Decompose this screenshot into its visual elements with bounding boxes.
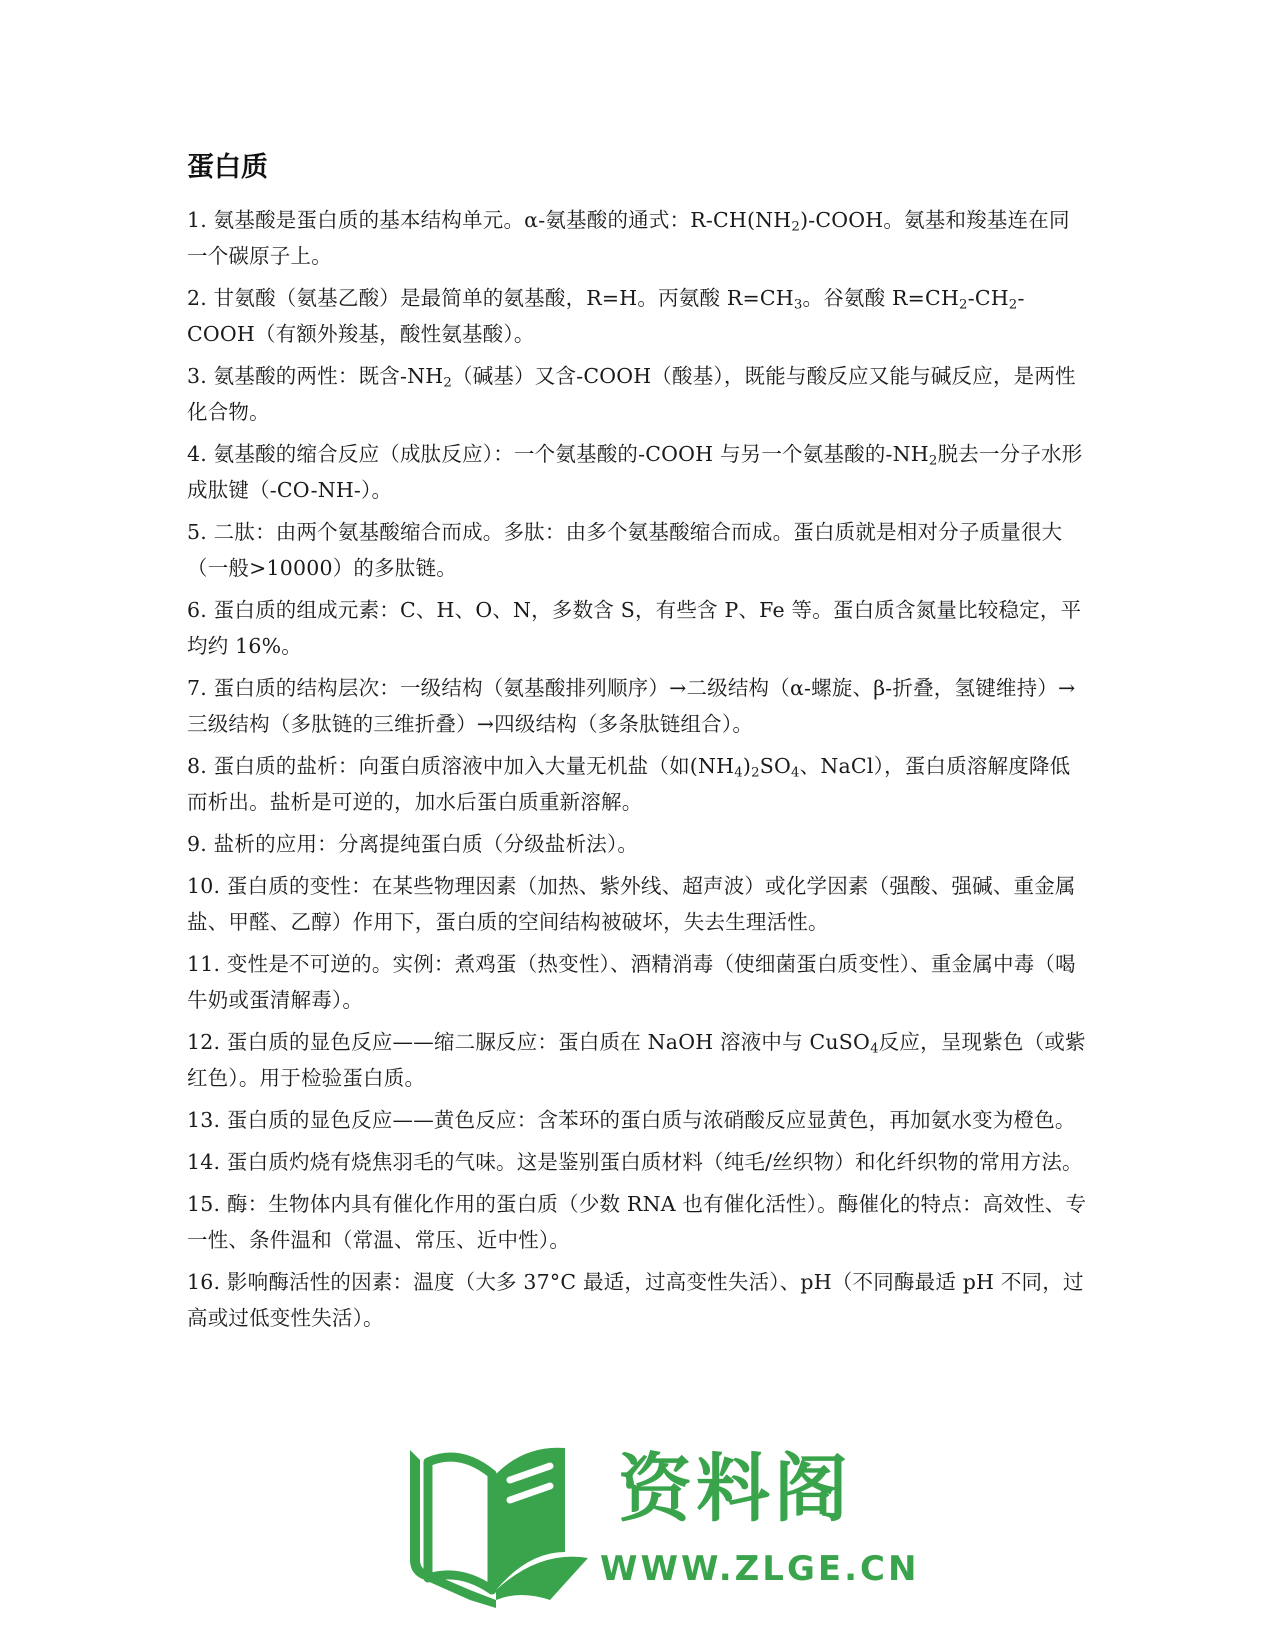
paragraph-text: 13. 蛋白质的显色反应——黄色反应：含苯环的蛋白质与浓硝酸反应显黄色，再加氨水变为橙色。: [187, 1108, 1076, 1132]
paragraph-text: （碱基）又含-COOH（酸基），既能与酸反应又能与碱反应，是两性化合物。: [187, 364, 1076, 424]
subscript: 3: [793, 297, 803, 313]
paragraph-3: [187, 358, 1087, 430]
paragraph-2: [187, 280, 1087, 352]
paragraph-text: 脱去一分子水形成肽键（-CO-NH-）。: [187, 442, 1083, 502]
subscript: 2: [1008, 297, 1018, 313]
paragraph-7: [187, 670, 1087, 742]
paragraph-text: 16. 影响酶活性的因素：温度（大多 37°C 最适，过高变性失活）、pH（不同酶最适 pH 不同，过高或过低变性失活）。: [187, 1270, 1084, 1330]
paragraph-text: 15. 酶：生物体内具有催化作用的蛋白质（少数 RNA 也有催化活性）。酶催化的特点：高效性、专一性、条件温和（常温、常压、近中性）。: [187, 1192, 1087, 1252]
paragraph-text: 12. 蛋白质的显色反应——缩二脲反应：蛋白质在 NaOH 溶液中与 CuSO: [187, 1030, 871, 1054]
paragraph-15: [187, 1186, 1087, 1258]
paragraph-text: 9. 盐析的应用：分离提纯蛋白质（分级盐析法）。: [187, 832, 639, 856]
paragraph-8: [187, 748, 1087, 820]
paragraph-14: [187, 1144, 1087, 1180]
subscript: 2: [928, 453, 938, 469]
paragraph-13: [187, 1102, 1087, 1138]
paragraph-text: -COOH（有额外羧基，酸性氨基酸）。: [187, 286, 1025, 346]
subscript: 4: [870, 1041, 879, 1057]
watermark: [400, 1440, 920, 1610]
paragraph-4: [187, 436, 1087, 508]
paragraph-text: SO: [759, 754, 791, 778]
paragraph-16: [187, 1264, 1087, 1336]
subscript: 2: [959, 297, 968, 313]
paragraph-text: 4. 氨基酸的缩合反应（成肽反应）：一个氨基酸的-COOH 与另一个氨基酸的-NH: [187, 442, 929, 466]
subscript: 4: [734, 765, 743, 781]
paragraph-text: 11. 变性是不可逆的。实例：煮鸡蛋（热变性）、酒精消毒（使细菌蛋白质变性）、重金属中毒（喝牛奶或蛋清解毒）。: [187, 952, 1076, 1012]
paragraph-1: [187, 202, 1087, 274]
paragraph-11: [187, 946, 1087, 1018]
paragraph-10: [187, 868, 1087, 940]
subscript: 2: [443, 375, 452, 391]
subscript: 2: [791, 219, 801, 235]
subscript: 2: [751, 765, 760, 781]
paragraph-text: 1. 氨基酸是蛋白质的基本结构单元。α-氨基酸的通式：R-CH(NH: [187, 208, 792, 232]
paragraph-text: 3. 氨基酸的两性：既含-NH: [187, 364, 444, 388]
paragraph-text: -CH: [967, 286, 1009, 310]
open-book-logo-icon: [400, 1440, 595, 1610]
paragraph-text: 2. 甘氨酸（氨基乙酸）是最简单的氨基酸，R=H。丙氨酸 R=CH: [187, 286, 794, 310]
brand-name: 资料阁: [618, 1446, 852, 1532]
paragraph-text: 、NaCl），蛋白质溶解度降低而析出。盐析是可逆的，加水后蛋白质重新溶解。: [187, 754, 1071, 814]
subscript: 4: [791, 765, 800, 781]
paragraph-12: [187, 1024, 1087, 1096]
brand-url: WWW.ZLGE.CN: [600, 1549, 920, 1589]
paragraph-text: ): [742, 754, 752, 778]
document-title: 蛋白质: [187, 152, 268, 183]
paragraph-5: [187, 514, 1087, 586]
paragraph-text: 6. 蛋白质的组成元素：C、H、O、N，多数含 S，有些含 P、Fe 等。蛋白质含氮量比较稳定，平均约 16%。: [187, 598, 1082, 658]
paragraph-text: 。谷氨酸 R=CH: [802, 286, 960, 310]
paragraph-9: [187, 826, 1087, 862]
paragraph-text: 7. 蛋白质的结构层次：一级结构（氨基酸排列顺序）→二级结构（α-螺旋、β-折叠，氢键维持）→三级结构（多肽链的三维折叠）→四级结构（多条肽链组合）。: [187, 676, 1076, 736]
paragraph-text: 14. 蛋白质灼烧有烧焦羽毛的气味。这是鉴别蛋白质材料（纯毛/丝织物）和化纤织物的常用方法。: [187, 1150, 1083, 1174]
paragraph-text: 5. 二肽：由两个氨基酸缩合而成。多肽：由多个氨基酸缩合而成。蛋白质就是相对分子质量很大（一般>10000）的多肽链。: [187, 520, 1063, 580]
paragraph-text: 反应，呈现紫色（或紫红色）。用于检验蛋白质。: [187, 1030, 1086, 1090]
paragraph-text: 8. 蛋白质的盐析：向蛋白质溶液中加入大量无机盐（如(NH: [187, 754, 735, 778]
paragraph-text: )-COOH。氨基和羧基连在同一个碳原子上。: [187, 208, 1070, 268]
document-body: [187, 202, 1087, 1342]
paragraph-6: [187, 592, 1087, 664]
paragraph-text: 10. 蛋白质的变性：在某些物理因素（加热、紫外线、超声波）或化学因素（强酸、强碱、重金属盐、甲醛、乙醇）作用下，蛋白质的空间结构被破坏，失去生理活性。: [187, 874, 1076, 934]
